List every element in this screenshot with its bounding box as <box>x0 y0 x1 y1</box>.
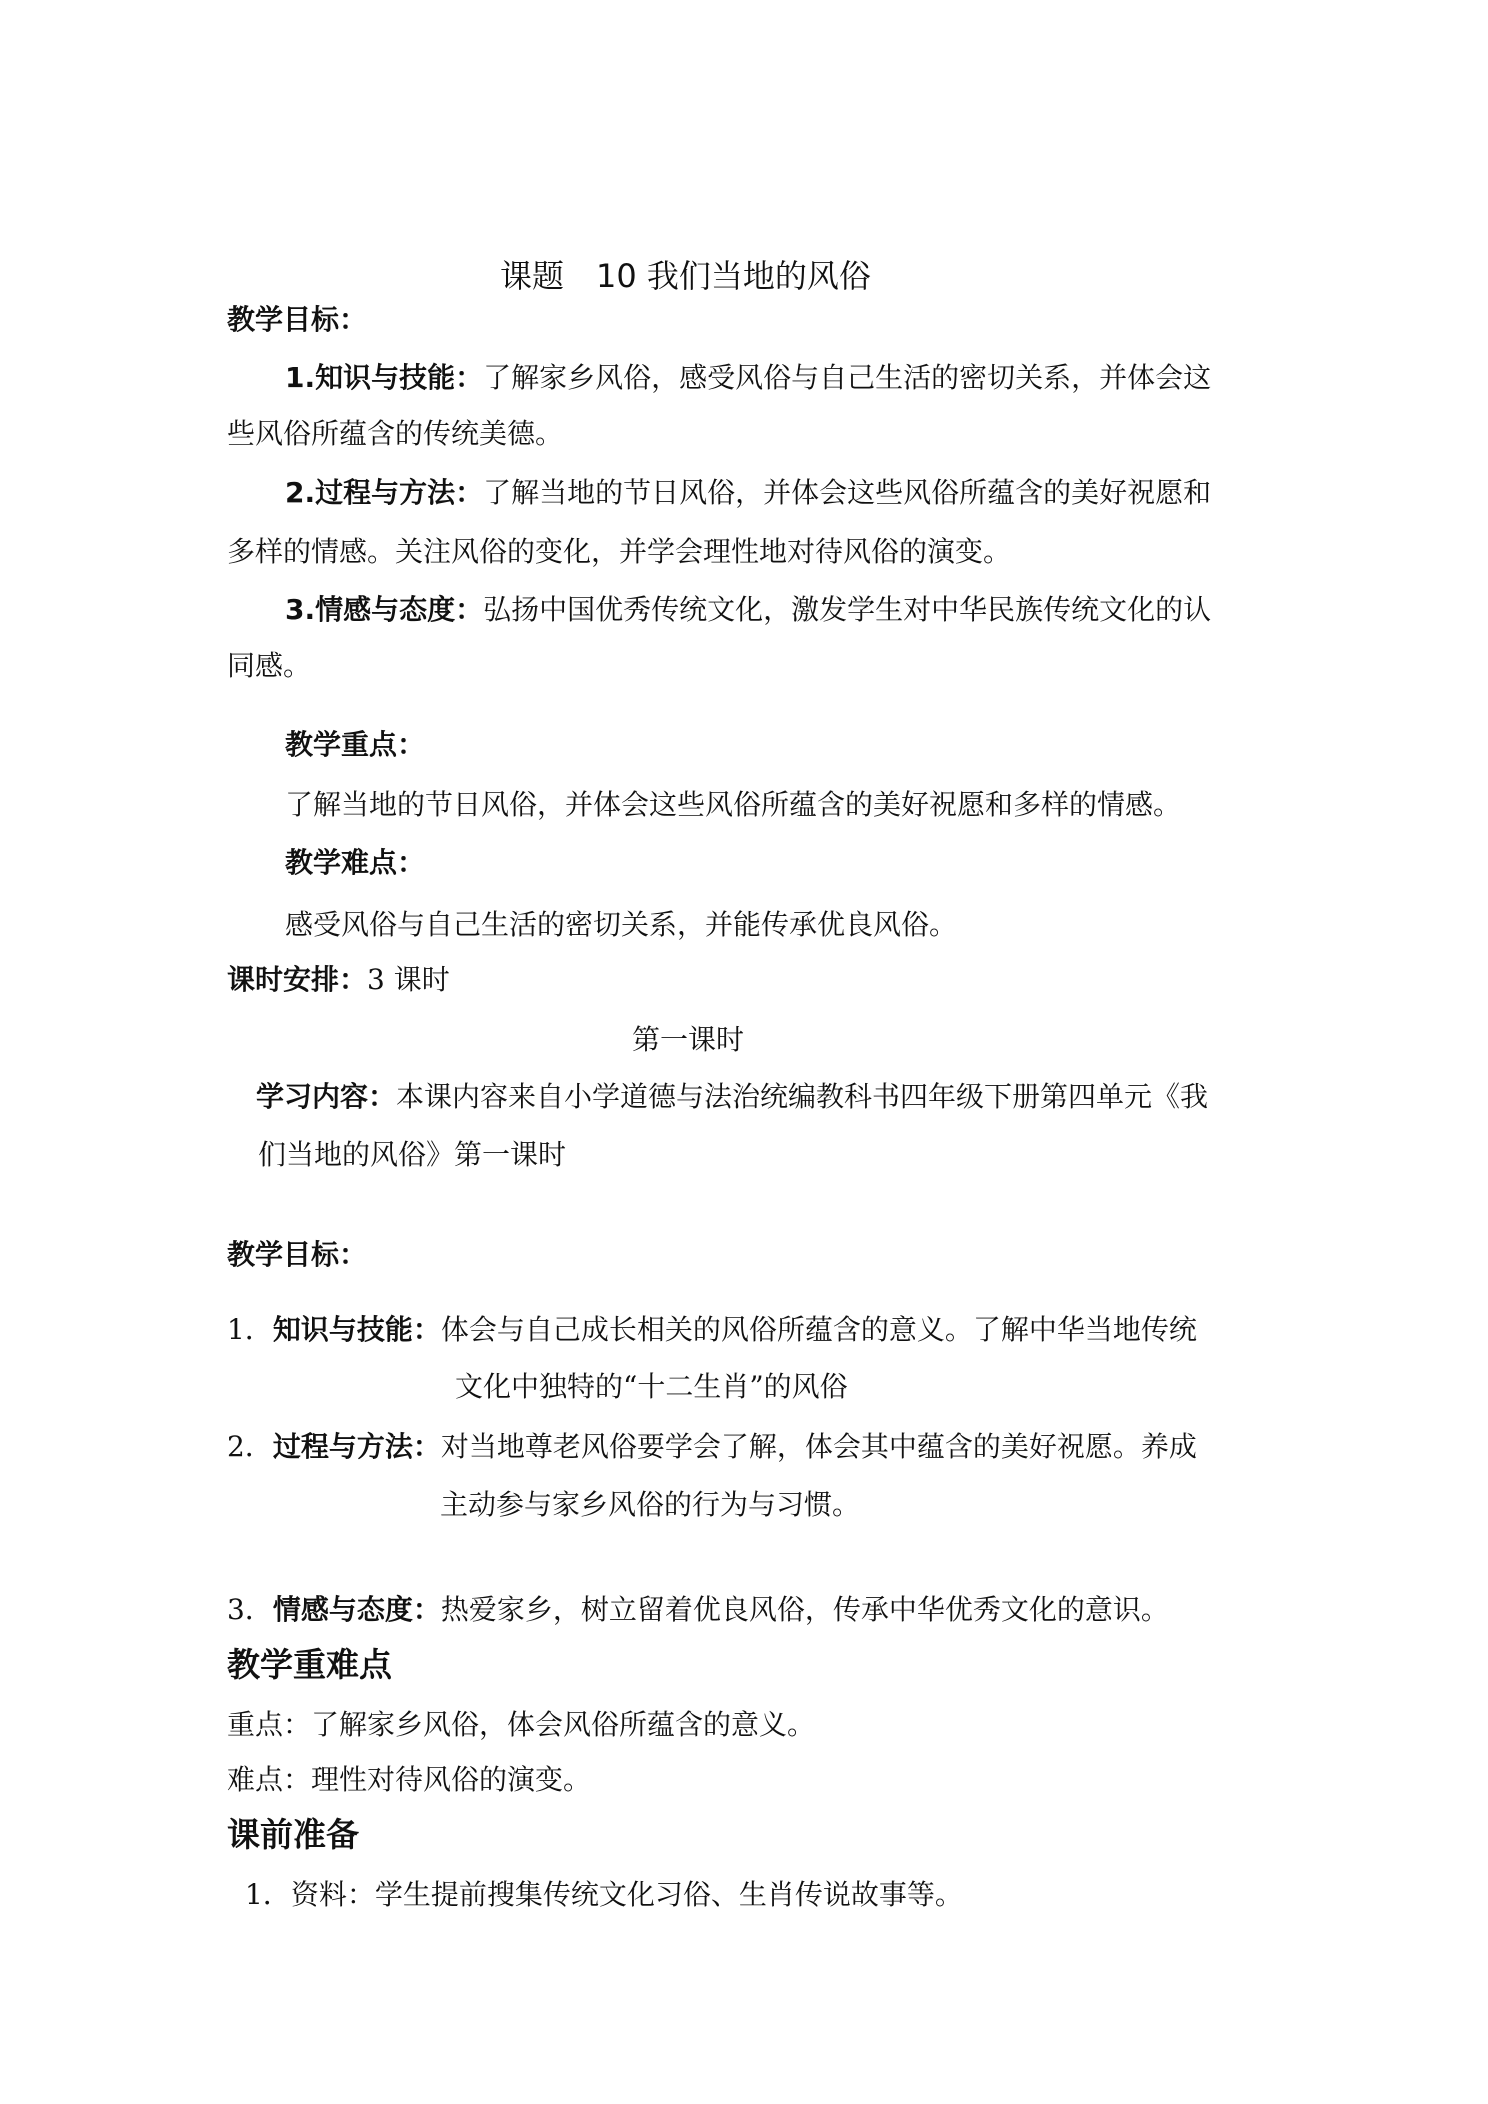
schedule-label: 课时安排： <box>227 963 368 996</box>
objective-3-text: 弘扬中国优秀传统文化，激发学生对中华民族传统文化的认 <box>483 593 1212 626</box>
objective-1-line1 <box>285 358 1211 398</box>
objective-3-line2: 同感。 <box>227 649 312 682</box>
schedule-line <box>227 960 450 1000</box>
objective-2-label: 2.过程与方法： <box>285 476 484 509</box>
lesson-objective-3-label: 情感与态度： <box>272 1593 441 1626</box>
lesson-heading: 第一课时 <box>632 1023 745 1056</box>
lesson-objective-1-line2: 文化中独特的“十二生肖”的风俗 <box>455 1370 848 1403</box>
lesson-objective-2-text: 对当地尊老风俗要学会了解，体会其中蕴含的美好祝愿。养成 <box>440 1430 1197 1463</box>
lesson-objective-2-line1 <box>227 1427 1197 1467</box>
lesson-objective-1-label: 知识与技能： <box>272 1313 441 1346</box>
schedule-value: 3 课时 <box>367 963 450 996</box>
document-title: 课题 10 我们当地的风俗 <box>500 257 871 295</box>
focus-difficulty: 难点：理性对待风俗的演变。 <box>227 1763 592 1796</box>
prep-item-1: 1．资料：学生提前搜集传统文化习俗、生肖传说故事等。 <box>245 1878 963 1911</box>
learning-content-label: 学习内容： <box>256 1080 397 1113</box>
learning-content-text: 本课内容来自小学道德与法治统编教科书四年级下册第四单元《我 <box>396 1080 1209 1113</box>
objective-3-line1 <box>285 590 1211 630</box>
lesson-objective-2-label: 过程与方法： <box>272 1430 441 1463</box>
objective-3-label: 3.情感与态度： <box>285 593 484 626</box>
learning-content-line1 <box>256 1077 1208 1117</box>
lesson-objective-3-line1 <box>227 1590 1169 1630</box>
lesson-objective-1-text: 体会与自己成长相关的风俗所蕴含的意义。了解中华当地传统 <box>440 1313 1197 1346</box>
objective-2-text: 了解当地的节日风俗，并体会这些风俗所蕴含的美好祝愿和 <box>483 476 1212 509</box>
lesson-objective-3-text: 热爱家乡，树立留着优良风俗，传承中华优秀文化的意识。 <box>440 1593 1169 1626</box>
lesson-objectives-heading: 教学目标： <box>227 1238 368 1271</box>
focus-key-point: 重点：了解家乡风俗，体会风俗所蕴含的意义。 <box>227 1708 816 1741</box>
lesson-objective-2-num: 2． <box>227 1430 273 1463</box>
learning-content-line2: 们当地的风俗》第一课时 <box>258 1138 567 1171</box>
objective-2-line1 <box>285 473 1211 513</box>
key-point-text: 了解当地的节日风俗，并体会这些风俗所蕴含的美好祝愿和多样的情感。 <box>285 788 1182 821</box>
focus-heading: 教学重难点 <box>227 1645 392 1684</box>
prep-heading: 课前准备 <box>227 1815 359 1854</box>
lesson-objective-2-line2: 主动参与家乡风俗的行为与习惯。 <box>440 1488 861 1521</box>
key-point-heading: 教学重点： <box>285 728 426 761</box>
lesson-objective-1-num: 1． <box>227 1313 273 1346</box>
lesson-objective-1-line1 <box>227 1310 1197 1350</box>
difficulty-text: 感受风俗与自己生活的密切关系，并能传承优良风俗。 <box>285 908 958 941</box>
objective-1-line2: 些风俗所蕴含的传统美德。 <box>227 417 564 450</box>
section-heading-objectives: 教学目标： <box>227 303 368 336</box>
objective-1-text: 了解家乡风俗，感受风俗与自己生活的密切关系，并体会这 <box>483 361 1212 394</box>
objective-2-line2: 多样的情感。关注风俗的变化，并学会理性地对待风俗的演变。 <box>227 535 1012 568</box>
lesson-objective-3-num: 3． <box>227 1593 273 1626</box>
difficulty-heading: 教学难点： <box>285 846 426 879</box>
objective-1-label: 1.知识与技能： <box>285 361 484 394</box>
